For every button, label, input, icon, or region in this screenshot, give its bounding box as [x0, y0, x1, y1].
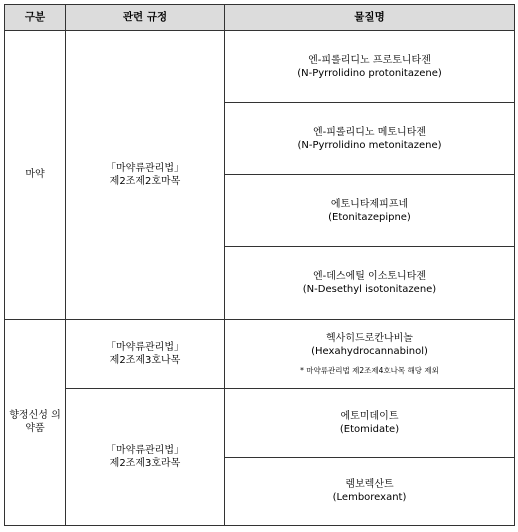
substance-name-ko: 렘보렉산트: [345, 479, 394, 491]
controlled-substances-table: [4, 4, 515, 526]
header-category: 구분: [5, 5, 66, 31]
table-row: [5, 319, 515, 388]
substance-name-en: (Lemborexant): [332, 492, 407, 504]
law-name: 「마약류관리법」: [106, 341, 184, 353]
substance-name-ko: 에토니타제피프네: [330, 198, 409, 210]
regulation-cell: [66, 31, 225, 320]
law-name: 「마약류관리법」: [106, 444, 184, 456]
substance-name-ko: 에토미데이트: [340, 410, 399, 422]
regulation-cell: [66, 319, 225, 388]
substance-name-ko: 엔-피롤리디노 프로토니타젠: [308, 54, 431, 66]
substance-name-en: (Etonitazepipne): [328, 211, 411, 223]
substance-note: * 마약류관리법 제2조제4호나목 해당 제외: [300, 365, 439, 375]
category-cell-psychotropics: 향정신성 의약품: [5, 319, 66, 525]
table-row: [5, 31, 515, 103]
regulation-cell: [66, 388, 225, 525]
substance-cell: [225, 31, 515, 103]
substance-cell: [225, 388, 515, 457]
header-substance: 물질명: [225, 5, 515, 31]
law-name: 「마약류관리법」: [106, 162, 184, 174]
substance-name-ko: 엔-데스에틸 이소토니타젠: [312, 270, 427, 282]
header-regulation: 관련 규정: [66, 5, 225, 31]
law-article: 제2조제3호라목: [109, 457, 181, 469]
substance-cell: [225, 103, 515, 175]
substance-cell: [225, 247, 515, 319]
substance-cell: [225, 175, 515, 247]
table-row: [5, 388, 515, 457]
substance-cell: [225, 457, 515, 525]
substance-name-ko: 헥사히드로칸나비놀: [326, 332, 413, 344]
substance-name-en: (N-Pyrrolidino protonitazene): [297, 67, 442, 79]
substance-name-ko: 엔-피롤리디노 메토니타젠: [312, 126, 427, 138]
law-article: 제2조제3호나목: [109, 354, 181, 366]
substance-cell: [225, 319, 515, 388]
substance-name-en: (Hexahydrocannabinol): [311, 345, 428, 357]
substance-name-en: (N-Pyrrolidino metonitazene): [297, 139, 442, 151]
substance-name-en: (Etomidate): [339, 423, 400, 435]
substance-name-en: (N-Desethyl isotonitazene): [302, 283, 437, 295]
law-article: 제2조제2호마목: [109, 175, 181, 187]
header-row: [5, 5, 515, 31]
category-cell-narcotics: 마약: [5, 31, 66, 320]
